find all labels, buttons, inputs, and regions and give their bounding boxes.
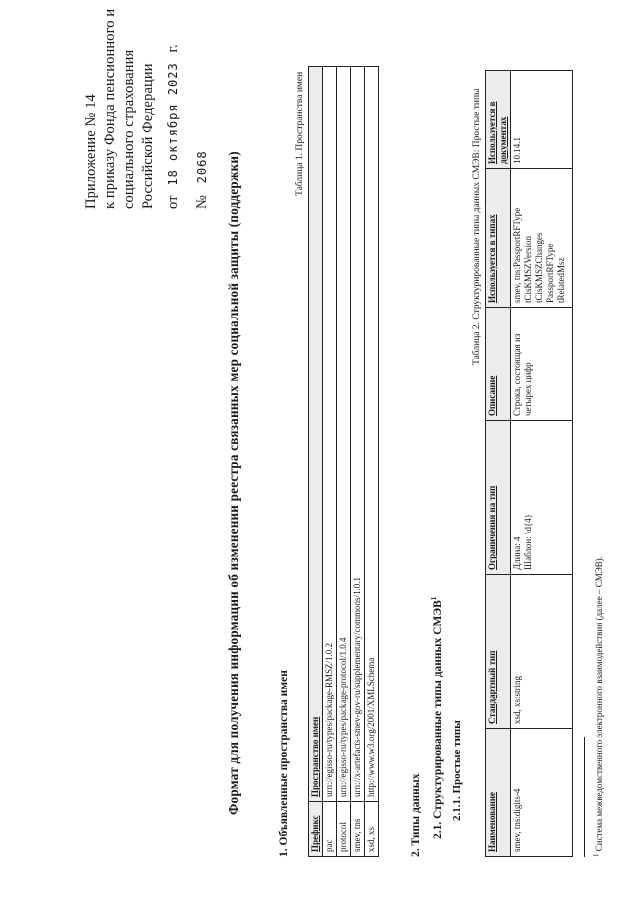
document-title: Формат для получения информации об изменении реестра связанных мер социальной защиты (поддержки) <box>226 151 241 815</box>
description-line: Строка, состоящая из <box>512 333 522 416</box>
cell-std-type: xsd, xs:string <box>511 575 573 729</box>
section-2-1-heading <box>430 597 444 839</box>
cell-prefix: smev, tns <box>351 802 365 857</box>
appendix-line-4: Российской Федерации <box>140 63 156 209</box>
number-prefix: № <box>194 195 210 209</box>
cell-prefix: xsd, xs <box>365 802 379 857</box>
appendix-line-1: Приложение № 14 <box>83 94 99 209</box>
cell-namespace: http://www.w3.org/2001/XMLSchema <box>365 67 379 802</box>
section-2-1-text: 2.1. Структурированные типы данных СМЭВ <box>431 600 444 839</box>
type-ref: tCisKMSZVersion <box>523 235 533 303</box>
section-1-heading: 1. Объявленные пространства имен <box>278 670 290 857</box>
table-row <box>365 67 379 857</box>
col-description: Описание <box>486 308 511 421</box>
table-row <box>337 67 351 857</box>
cell-namespace: urn://x-artefacts-smev-gov-ru/supplementary/commons/1.0.1 <box>351 67 365 802</box>
cell-namespace: urn://egisso-ru/types/package-protocol/1.0.4 <box>337 67 351 802</box>
table-2-caption: Таблица 2. Структурированные типы данных СМЭВ: Простые типы <box>472 88 482 365</box>
cell-used-in-docs: 10.14.1 <box>511 71 573 169</box>
date-value: 18 октября 2023 <box>166 62 180 186</box>
date-suffix: г. <box>165 44 181 53</box>
namespaces-table <box>308 66 379 857</box>
table-1-caption: Таблица 1. Пространства имен <box>295 71 305 196</box>
section-2-1-1-heading: 2.1.1. Простые типы <box>451 720 463 821</box>
col-used-in-types: Используется в типах <box>486 169 511 308</box>
col-prefix: Префикс <box>309 802 323 857</box>
appendix-line-2: к приказу Фонда пенсионного и <box>102 8 118 209</box>
table-row <box>323 67 337 857</box>
footnote-ref: 1 <box>430 596 438 601</box>
footnote-rule <box>584 737 585 857</box>
cell-namespace: urn://egisso-ru/types/package-RMSZ/1.0.2 <box>323 67 337 802</box>
restriction-line: Шаблон: \d{4} <box>523 513 533 570</box>
cell-used-in-types <box>511 169 573 308</box>
table-row <box>351 67 365 857</box>
col-used-in-docs: Используется в документах <box>486 71 511 169</box>
type-ref: smev, tns:PassportRFType <box>512 207 522 303</box>
footnote <box>592 556 604 857</box>
simple-types-table <box>485 70 573 857</box>
appendix-date <box>164 9 183 209</box>
section-2-heading: 2. Типы данных <box>410 773 422 857</box>
cell-restrictions <box>511 421 573 575</box>
cell-description <box>511 308 573 421</box>
type-ref: tRelatedMsz <box>556 257 566 303</box>
appendix-block <box>82 9 212 209</box>
col-name: Наименование <box>486 729 511 857</box>
cell-prefix: рас <box>323 802 337 857</box>
cell-name: smev, tns:digits-4 <box>511 729 573 857</box>
col-std-type: Стандартный тип <box>486 575 511 729</box>
footnote-mark: 1 <box>592 853 600 857</box>
cell-prefix: protocol <box>337 802 351 857</box>
table-row <box>511 71 573 857</box>
type-ref: tCisKMSZChanges <box>534 232 544 303</box>
table-1-header-row <box>309 67 323 857</box>
restriction-line: Длина: 4 <box>512 536 522 570</box>
table-2-header-row <box>486 71 511 857</box>
appendix-number <box>193 9 212 209</box>
type-ref: PassportRFType <box>545 243 555 303</box>
number-value: 2068 <box>195 150 209 184</box>
col-restrictions: Ограничения на тип <box>486 421 511 575</box>
footnote-text: Система межведомственного электронного взаимодействия (далее – СМЭВ). <box>594 556 604 852</box>
appendix-line-3: социального страхования <box>121 49 137 209</box>
date-prefix: от <box>165 195 181 209</box>
description-line: четырех цифр <box>523 362 533 416</box>
col-namespace: Пространство имен <box>309 67 323 802</box>
